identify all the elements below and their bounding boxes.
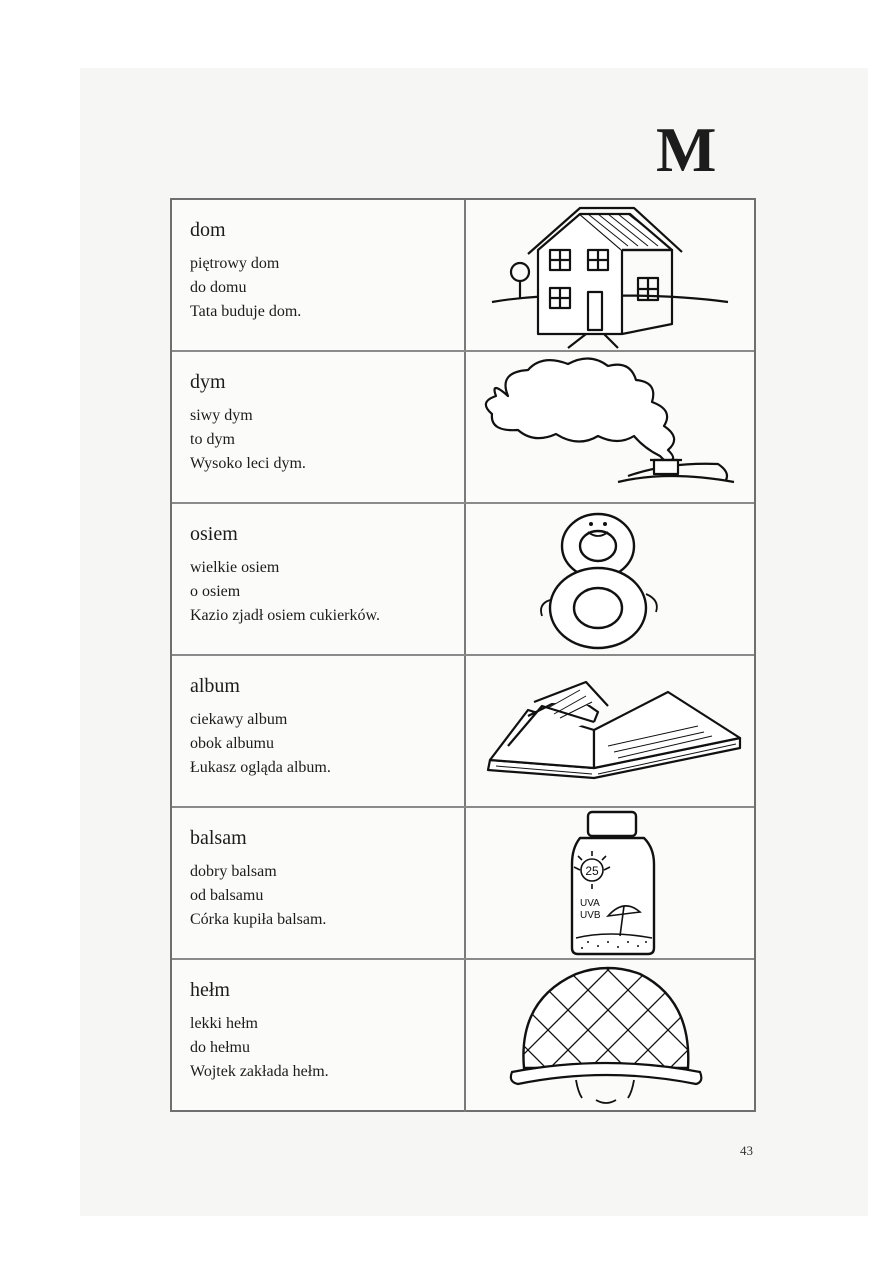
entry-line: Wojtek zakłada hełm. bbox=[190, 1063, 329, 1080]
entry-row-osiem bbox=[172, 504, 754, 656]
entry-text-cell bbox=[172, 656, 466, 806]
entry-line: Wysoko leci dym. bbox=[190, 455, 306, 472]
entry-picture-cell bbox=[468, 352, 754, 502]
entry-line: lekki hełm bbox=[190, 1015, 258, 1032]
entry-line: obok albumu bbox=[190, 735, 274, 752]
entry-line: do domu bbox=[190, 279, 247, 296]
entry-row-dym bbox=[172, 352, 754, 504]
entry-word: osiem bbox=[190, 523, 238, 545]
entry-text-cell bbox=[172, 504, 466, 654]
entry-row-album bbox=[172, 656, 754, 808]
entry-line: Kazio zjadł osiem cukierków. bbox=[190, 607, 381, 624]
helmet-icon bbox=[468, 960, 754, 1110]
entry-line: Tata buduje dom. bbox=[190, 303, 302, 320]
entry-line: do hełmu bbox=[190, 1039, 250, 1056]
entry-line: siwy dym bbox=[190, 407, 253, 424]
entry-picture-cell bbox=[468, 808, 754, 958]
entry-row-helm bbox=[172, 960, 754, 1112]
page-letter: M bbox=[656, 114, 717, 185]
smoke-icon bbox=[468, 352, 754, 502]
entry-word: hełm bbox=[190, 979, 230, 1001]
word-grid bbox=[170, 198, 756, 1112]
entry-text-cell bbox=[172, 200, 466, 350]
entry-line: ciekawy album bbox=[190, 711, 288, 728]
entry-row-dom bbox=[172, 200, 754, 352]
uva-label: UVA bbox=[580, 898, 600, 909]
entry-line: o osiem bbox=[190, 583, 241, 600]
entry-line: Łukasz ogląda album. bbox=[190, 759, 331, 776]
entry-text-cell bbox=[172, 352, 466, 502]
entry-line: to dym bbox=[190, 431, 235, 448]
entry-line: od balsamu bbox=[190, 887, 264, 904]
eight-icon bbox=[468, 504, 754, 654]
entry-line: dobry balsam bbox=[190, 863, 277, 880]
page-number: 43 bbox=[740, 1143, 753, 1158]
entry-row-balsam bbox=[172, 808, 754, 960]
lotion-bottle-icon bbox=[468, 808, 754, 958]
entry-picture-cell bbox=[468, 656, 754, 806]
entry-word: dym bbox=[190, 371, 226, 393]
spf-label: 25 bbox=[585, 864, 599, 878]
entry-line: Córka kupiła balsam. bbox=[190, 911, 327, 928]
entry-text-cell bbox=[172, 960, 466, 1112]
uvb-label: UVB bbox=[580, 910, 601, 921]
entry-word: album bbox=[190, 675, 240, 697]
entry-word: dom bbox=[190, 219, 226, 241]
entry-word: balsam bbox=[190, 827, 247, 849]
book-icon bbox=[468, 656, 754, 806]
entry-line: piętrowy dom bbox=[190, 255, 280, 272]
entry-picture-cell bbox=[468, 200, 754, 350]
entry-picture-cell bbox=[468, 504, 754, 654]
house-icon bbox=[468, 200, 754, 350]
entry-line: wielkie osiem bbox=[190, 559, 280, 576]
entry-text-cell bbox=[172, 808, 466, 958]
entry-picture-cell bbox=[468, 960, 754, 1112]
